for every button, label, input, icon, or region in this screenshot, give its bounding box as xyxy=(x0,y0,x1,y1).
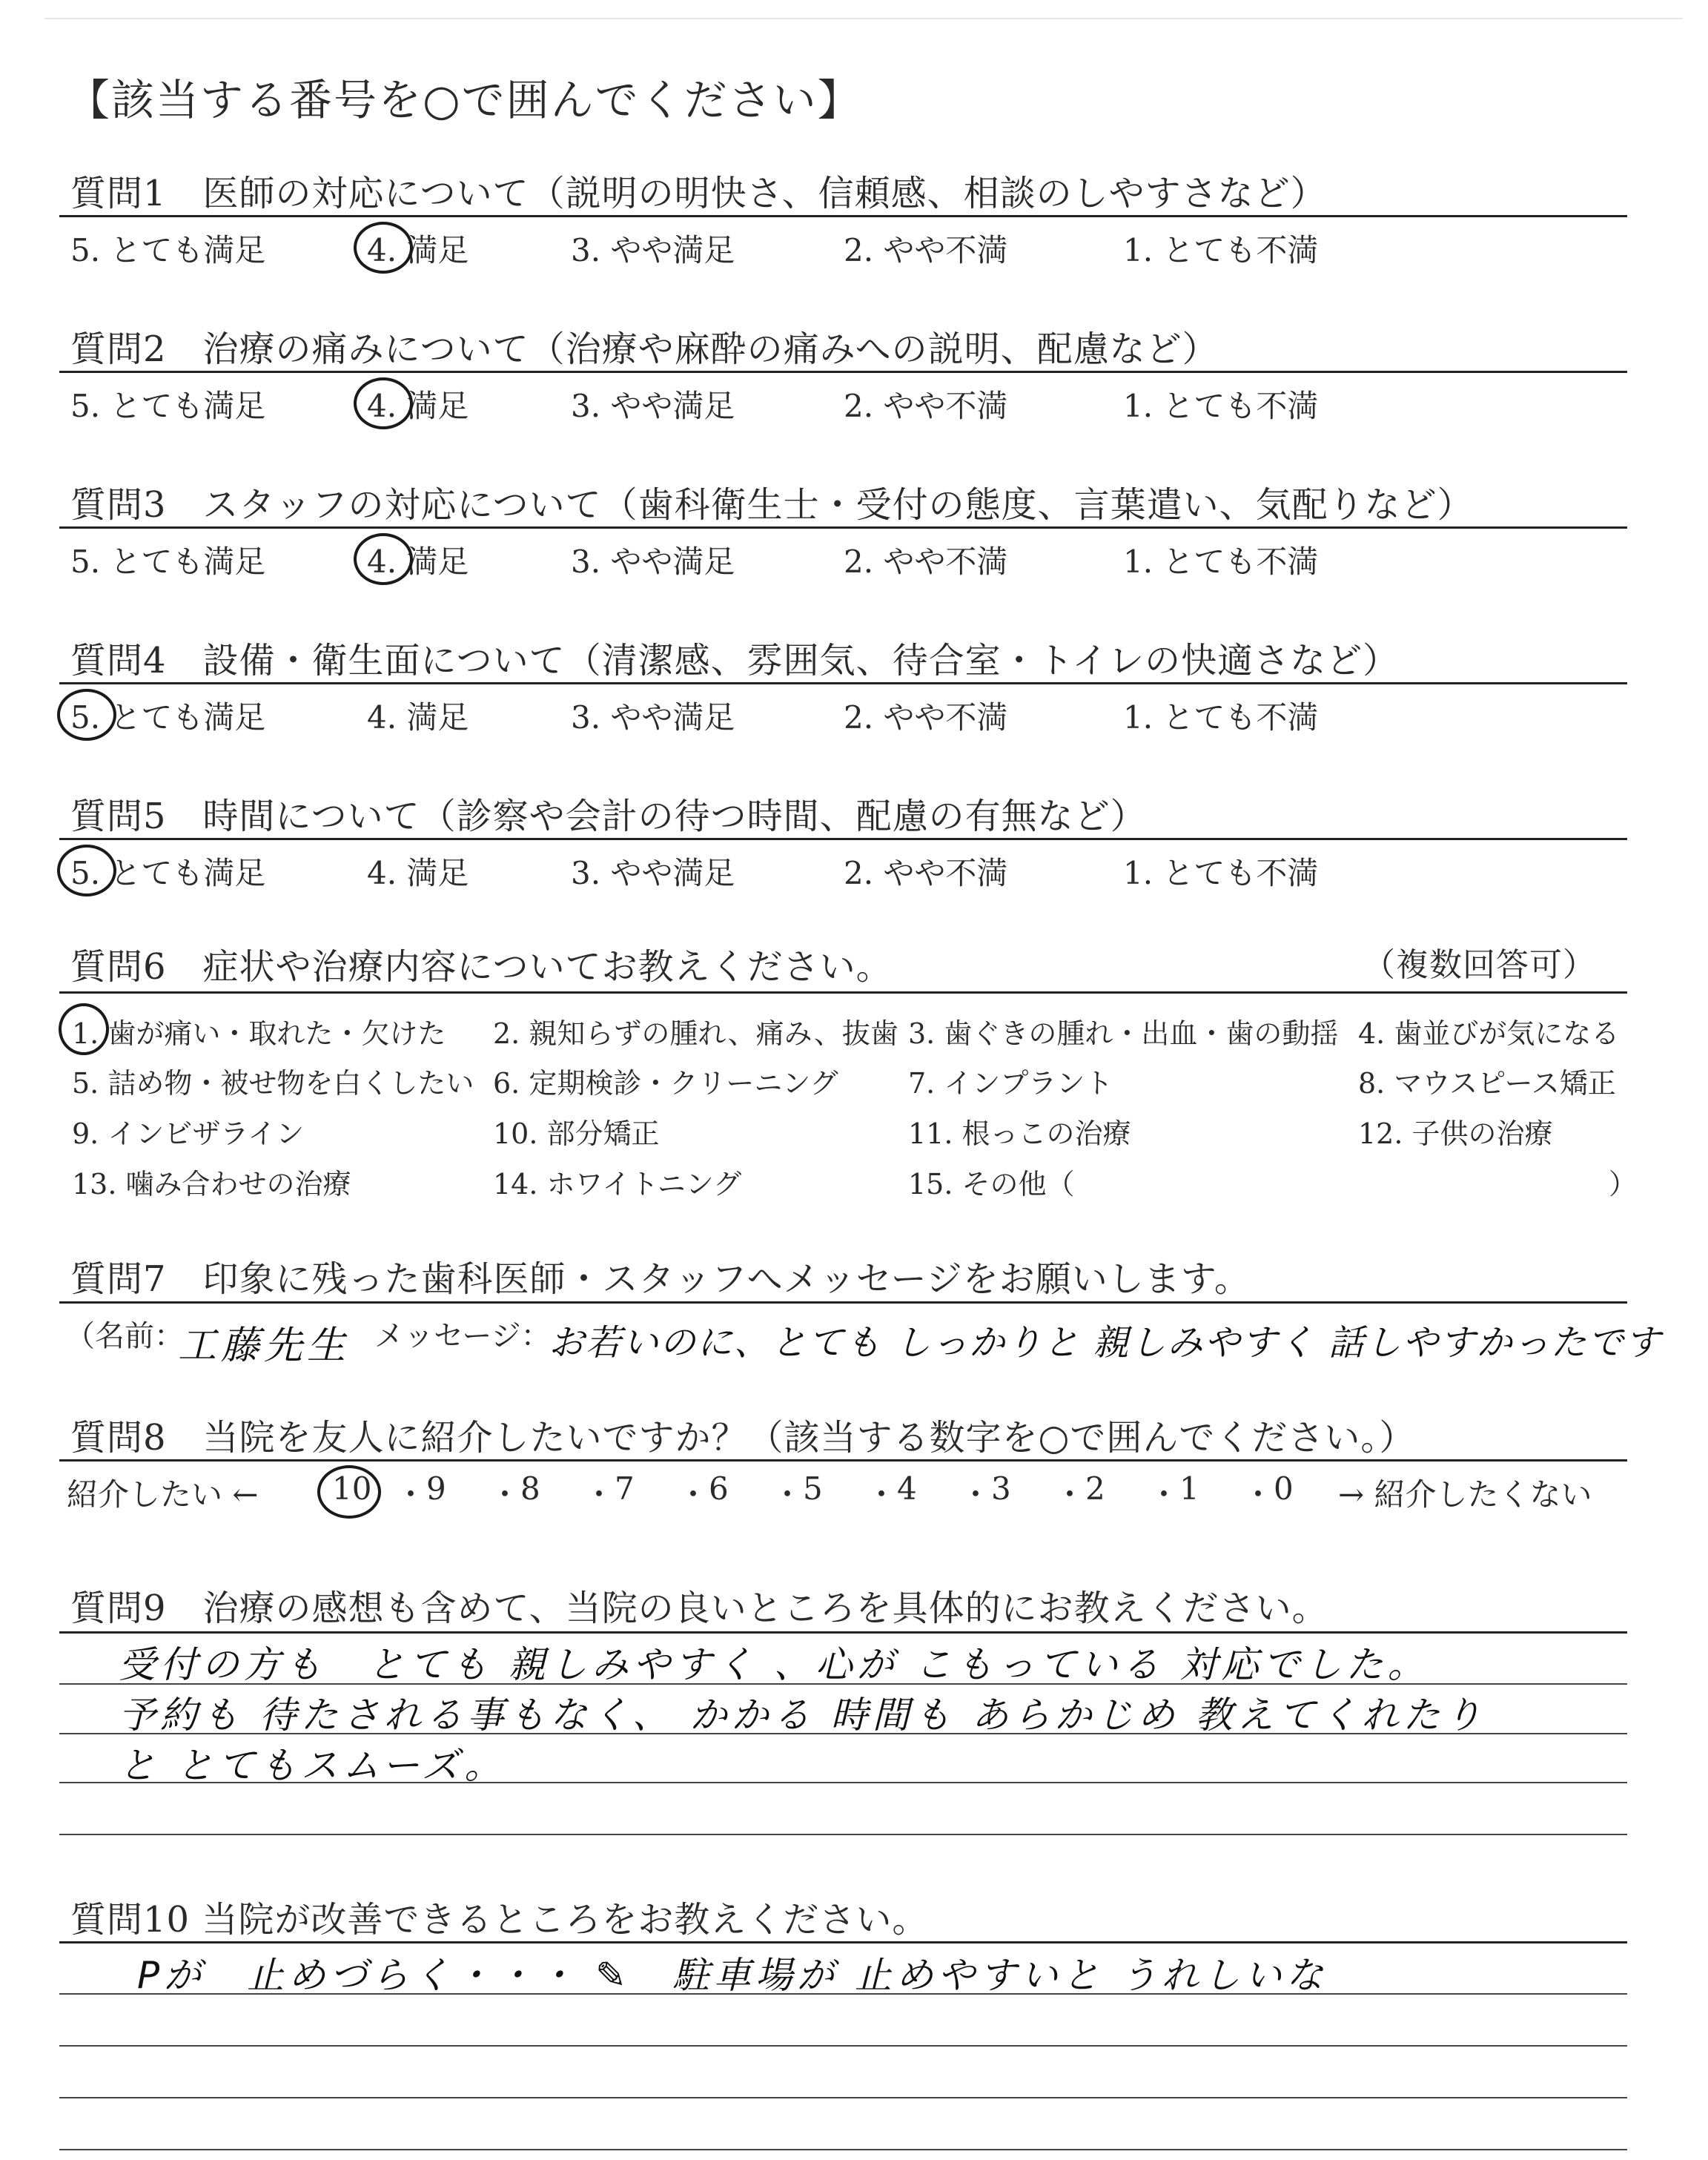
q4-rule xyxy=(59,682,1627,684)
q7-name-value[interactable]: 工藤先生 xyxy=(178,1324,351,1368)
q4-selected-circle xyxy=(57,689,116,741)
page-top-border xyxy=(44,18,1683,19)
q6-option-10[interactable]: 10. 部分矯正 xyxy=(493,1117,660,1150)
q8-scale-dot: ・ xyxy=(960,1476,992,1513)
q4-option-5[interactable]: 5. とても満足 xyxy=(70,699,266,736)
q1-rule xyxy=(59,215,1627,217)
q3-option-3[interactable]: 3. やや満足 xyxy=(571,544,735,580)
q8-scale-5[interactable]: 5 xyxy=(803,1470,823,1507)
q6-option-13[interactable]: 13. 噛み合わせの治療 xyxy=(72,1168,351,1200)
q2-option-5[interactable]: 5. とても満足 xyxy=(70,388,266,424)
q8-scale-dot: ・ xyxy=(866,1476,898,1513)
q1-option-5[interactable]: 5. とても満足 xyxy=(70,232,266,268)
q5-option-5[interactable]: 5. とても満足 xyxy=(70,855,266,891)
q2-option-1[interactable]: 1. とても不満 xyxy=(1123,388,1319,424)
q6-option-8[interactable]: 8. マウスピース矯正 xyxy=(1358,1067,1616,1100)
q7-message-label: メッセージ： xyxy=(374,1319,551,1353)
q8-scale-6[interactable]: 6 xyxy=(709,1470,729,1507)
q1-title: 質問1 医師の対応について（説明の明快さ、信頼感、相談のしやすさなど） xyxy=(70,173,1327,214)
q8-scale-dot: ・ xyxy=(772,1476,804,1513)
q1-option-1[interactable]: 1. とても不満 xyxy=(1123,232,1319,268)
q5-selected-circle xyxy=(57,845,116,896)
q1-selected-circle xyxy=(354,222,413,274)
q5-option-2[interactable]: 2. やや不満 xyxy=(844,855,1008,891)
q6-option-2[interactable]: 2. 親知らずの腫れ、痛み、抜歯 xyxy=(493,1017,898,1050)
q8-scale-2[interactable]: 2 xyxy=(1085,1470,1105,1507)
q9-answer-line[interactable]: と とてもスムーズ。 xyxy=(119,1744,506,1787)
q5-option-4[interactable]: 4. 満足 xyxy=(367,855,469,891)
q6-option-12[interactable]: 12. 子供の治療 xyxy=(1358,1117,1553,1150)
q8-scale-dot: ・ xyxy=(395,1476,427,1513)
q5-option-1[interactable]: 1. とても不満 xyxy=(1123,855,1319,891)
q6-option-7[interactable]: 7. インプラント xyxy=(908,1067,1113,1100)
q6-option-4[interactable]: 4. 歯並びが気になる xyxy=(1358,1017,1620,1050)
q3-option-5[interactable]: 5. とても満足 xyxy=(70,544,266,580)
q10-answer-line[interactable]: Pが 止めづらく・・・ ✎ 駐車場が 止めやすいと うれしいな xyxy=(137,1954,1328,1997)
q6-title: 質問6 症状や治療内容についてお教えください。 xyxy=(70,946,893,988)
q6-option-6[interactable]: 6. 定期検診・クリーニング xyxy=(493,1067,838,1100)
q8-scale-1[interactable]: 1 xyxy=(1179,1470,1199,1507)
q3-title: 質問3 スタッフの対応について（歯科衛生士・受付の態度、言葉遣い、気配りなど） xyxy=(70,484,1474,526)
q2-option-2[interactable]: 2. やや不満 xyxy=(844,388,1008,424)
form-heading: 【該当する番号を○で囲んでください】 xyxy=(67,75,862,125)
q8-scale-10[interactable]: 10 xyxy=(332,1470,372,1507)
q7-title: 質問7 印象に残った歯科医師・スタッフへメッセージをお願いします。 xyxy=(70,1258,1251,1300)
q8-scale-dot: ・ xyxy=(1054,1476,1086,1513)
q1-option-4[interactable]: 4. 満足 xyxy=(367,232,469,268)
q6-note: （複数回答可） xyxy=(1363,946,1596,984)
q7-name-label: （名前： xyxy=(65,1319,184,1353)
q2-rule xyxy=(59,371,1627,373)
q3-option-2[interactable]: 2. やや不満 xyxy=(844,544,1008,580)
q4-option-3[interactable]: 3. やや満足 xyxy=(571,699,735,736)
q8-left-label: 紹介したい ← xyxy=(67,1476,259,1513)
q8-scale-dot: ・ xyxy=(1148,1476,1180,1513)
q8-scale-dot: ・ xyxy=(678,1476,709,1513)
q6-option-5[interactable]: 5. 詰め物・被せ物を白くしたい xyxy=(72,1067,474,1100)
q2-title: 質問2 治療の痛みについて（治療や麻酔の痛みへの説明、配慮など） xyxy=(70,328,1219,370)
q6-option-9[interactable]: 9. インビザライン xyxy=(72,1117,305,1150)
q9-rule xyxy=(59,1631,1627,1634)
q5-option-3[interactable]: 3. やや満足 xyxy=(571,855,735,891)
q8-scale-9[interactable]: 9 xyxy=(426,1470,446,1507)
q10-rule xyxy=(59,2045,1627,2047)
q10-rule xyxy=(59,2097,1627,2098)
q5-title: 質問5 時間について（診察や会計の待つ時間、配慮の有無など） xyxy=(70,796,1147,837)
q6-option-close-paren: ） xyxy=(1609,1168,1638,1200)
q10-rule xyxy=(59,1941,1627,1943)
q6-option-15[interactable]: 15. その他（ xyxy=(908,1168,1075,1200)
q1-option-3[interactable]: 3. やや満足 xyxy=(571,232,735,268)
q4-title: 質問4 設備・衛生面について（清潔感、雰囲気、待合室・トイレの快適さなど） xyxy=(70,640,1400,681)
q3-selected-circle xyxy=(354,533,413,585)
q8-scale-3[interactable]: 3 xyxy=(991,1470,1011,1507)
q9-answer-line[interactable]: 予約も 待たされる事もなく、 かかる 時間も あらかじめ 教えてくれたり xyxy=(119,1694,1486,1737)
q9-title: 質問9 治療の感想も含めて、当院の良いところを具体的にお教えください。 xyxy=(70,1588,1328,1629)
q8-scale-dot: ・ xyxy=(489,1476,521,1513)
q9-answer-line[interactable]: 受付の方も とても 親しみやすく 、心が こもっている 対応でした。 xyxy=(119,1643,1429,1686)
q10-title: 質問10 当院が改善できるところをお教えください。 xyxy=(70,1899,929,1941)
q8-scale-0[interactable]: 0 xyxy=(1274,1470,1294,1507)
q8-scale-dot: ・ xyxy=(1242,1476,1274,1513)
q8-scale-8[interactable]: 8 xyxy=(520,1470,540,1507)
q4-option-1[interactable]: 1. とても不満 xyxy=(1123,699,1319,736)
q6-option-1[interactable]: 1. 歯が痛い・取れた・欠けた xyxy=(72,1017,446,1050)
q6-option-11[interactable]: 11. 根っこの治療 xyxy=(908,1117,1131,1150)
q2-option-4[interactable]: 4. 満足 xyxy=(367,388,469,424)
q3-option-4[interactable]: 4. 満足 xyxy=(367,544,469,580)
q6-selected-circle xyxy=(59,1003,109,1055)
q3-rule xyxy=(59,526,1627,529)
q3-option-1[interactable]: 1. とても不満 xyxy=(1123,544,1319,580)
q8-right-label: → 紹介したくない xyxy=(1338,1476,1592,1513)
q6-option-14[interactable]: 14. ホワイトニング xyxy=(493,1168,742,1200)
q6-rule xyxy=(59,991,1627,994)
q9-rule xyxy=(59,1834,1627,1835)
q4-option-2[interactable]: 2. やや不満 xyxy=(844,699,1008,736)
q8-scale-4[interactable]: 4 xyxy=(897,1470,917,1507)
q8-selected-circle xyxy=(317,1465,381,1519)
q2-option-3[interactable]: 3. やや満足 xyxy=(571,388,735,424)
q10-rule xyxy=(59,2149,1627,2150)
q6-option-3[interactable]: 3. 歯ぐきの腫れ・出血・歯の動揺 xyxy=(908,1017,1339,1050)
q2-selected-circle xyxy=(354,377,413,429)
q8-scale-dot: ・ xyxy=(583,1476,615,1513)
q1-option-2[interactable]: 2. やや不満 xyxy=(844,232,1008,268)
q7-message-value[interactable]: お若いのに、とても しっかりと 親しみやすく 話しやすかったです xyxy=(549,1322,1662,1364)
q4-option-4[interactable]: 4. 満足 xyxy=(367,699,469,736)
q8-scale-7[interactable]: 7 xyxy=(615,1470,635,1507)
q5-rule xyxy=(59,838,1627,840)
q8-title: 質問8 当院を友人に紹介したいですか？（該当する数字を○で囲んでください。） xyxy=(70,1417,1416,1459)
q7-rule xyxy=(59,1301,1627,1304)
q8-rule xyxy=(59,1459,1627,1462)
